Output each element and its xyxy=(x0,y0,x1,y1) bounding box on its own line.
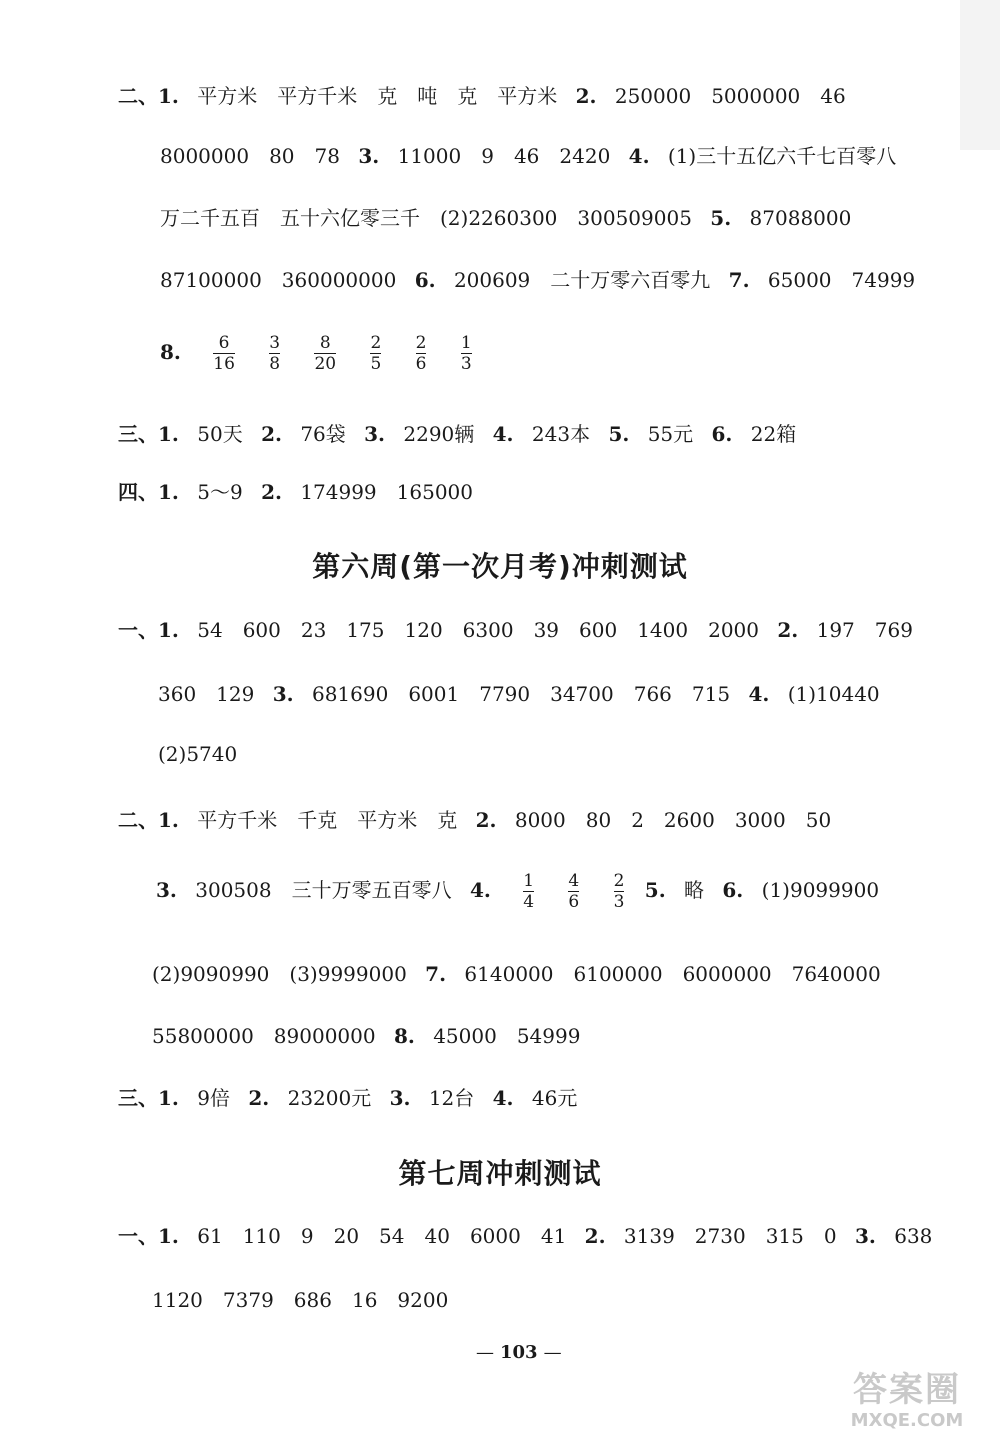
watermark-url: MXQE.COM xyxy=(850,1410,964,1431)
question-number: 6. xyxy=(722,878,744,902)
answer-text: 6140000 6100000 6000000 7640000 xyxy=(464,962,881,986)
answer-text: (2)9090990 (3)9999000 xyxy=(152,962,407,986)
answer-text: 360 129 xyxy=(158,682,255,706)
answer-text: 23200元 xyxy=(287,1086,372,1110)
answer-line xyxy=(0,260,1000,300)
question-number: 5. xyxy=(644,878,666,902)
answer-text: 略 xyxy=(684,878,705,902)
answer-line xyxy=(0,674,1000,714)
question-number: 3. xyxy=(358,144,380,168)
answer-text: 3139 2730 315 0 xyxy=(623,1224,837,1248)
answer-text: 250000 5000000 46 xyxy=(614,84,846,108)
question-number: 3. xyxy=(854,1224,876,1248)
fraction: $\frac{2}{6}$ xyxy=(415,333,427,374)
answer-text: 万二千五百 五十六亿零三千 (2)2260300 300509005 xyxy=(160,206,692,230)
answer-text: 76袋 xyxy=(300,422,346,446)
question-number: 3. xyxy=(364,422,386,446)
answer-line xyxy=(0,1078,1000,1118)
watermark-text: 答案圈 xyxy=(853,1370,961,1410)
watermark-logo xyxy=(822,1370,992,1440)
answer-line xyxy=(0,198,1000,238)
answer-line xyxy=(0,734,1000,774)
answer-text: 8000 80 2 2600 3000 50 xyxy=(514,808,832,832)
answer-line xyxy=(0,954,1000,994)
section-label: 四、1. xyxy=(118,480,179,504)
answer-text: 8000000 80 78 xyxy=(160,144,340,168)
answer-text: (1)9099900 xyxy=(761,878,880,902)
fraction: $\frac{4}{6}$ xyxy=(568,871,580,912)
answer-text: 200609 二十万零六百零九 xyxy=(453,268,711,292)
question-number: 4. xyxy=(469,878,491,902)
answer-line xyxy=(0,414,1000,454)
question-number: 3. xyxy=(389,1086,411,1110)
answer-text: 50天 xyxy=(197,422,243,446)
question-number: 4. xyxy=(628,144,650,168)
fraction: $\frac{1}{4}$ xyxy=(523,871,535,912)
answer-line xyxy=(0,1016,1000,1056)
answer-line xyxy=(0,1216,1000,1256)
answer-line xyxy=(0,472,1000,512)
answer-text: 681690 6001 7790 34700 766 715 xyxy=(311,682,731,706)
answer-text: (1)10440 xyxy=(787,682,880,706)
answer-text: 11000 9 46 2420 xyxy=(397,144,611,168)
answer-line xyxy=(0,610,1000,650)
question-number: 2. xyxy=(777,618,799,642)
question-number: 3. xyxy=(272,682,294,706)
answer-text: 300508 三十万零五百零八 xyxy=(195,878,452,902)
section-heading: 第六周(第一次月考)冲刺测试 xyxy=(312,550,688,583)
page-number-value: 103 xyxy=(500,1342,538,1363)
answer-text: 46元 xyxy=(531,1086,578,1110)
answer-line xyxy=(0,800,1000,840)
question-number: 4. xyxy=(492,422,514,446)
answer-text: 5～9 xyxy=(197,480,243,504)
answer-text: 12台 xyxy=(428,1086,475,1110)
section-label: 三、1. xyxy=(118,422,179,446)
question-number: 2. xyxy=(475,808,497,832)
answer-text: 55800000 89000000 xyxy=(152,1024,376,1048)
question-number: 2. xyxy=(261,480,282,504)
question-number: 7. xyxy=(728,268,750,292)
answer-text: (2)5740 xyxy=(158,742,238,766)
answer-text: 1120 7379 686 16 9200 xyxy=(152,1288,449,1312)
question-number: 8. xyxy=(160,340,181,364)
question-number: 5. xyxy=(608,422,630,446)
answer-text: (1)三十五亿六千七百零八 xyxy=(667,144,897,168)
answer-text: 65000 74999 xyxy=(767,268,916,292)
question-number: 6. xyxy=(414,268,436,292)
answer-text: 45000 54999 xyxy=(433,1024,581,1048)
section-label: 一、1. xyxy=(118,618,179,642)
answer-text: 638 xyxy=(894,1224,933,1248)
question-number: 2. xyxy=(584,1224,606,1248)
question-number: 3. xyxy=(156,878,177,902)
answer-text: 174999 165000 xyxy=(300,480,474,504)
section-label: 一、1. xyxy=(118,1224,179,1248)
fraction: $\frac{3}{8}$ xyxy=(269,333,281,374)
fraction: $\frac{1}{3}$ xyxy=(460,333,472,374)
fraction: $\frac{2}{5}$ xyxy=(370,333,382,374)
fraction: $\frac{6}{16}$ xyxy=(213,333,235,374)
page-edge-shadow xyxy=(960,0,1000,150)
fraction: $\frac{8}{20}$ xyxy=(314,333,337,374)
answer-text: 平方米 平方千米 克 吨 克 平方米 xyxy=(197,84,558,108)
answer-line xyxy=(0,136,1000,176)
answer-line xyxy=(0,76,1000,116)
fraction: $\frac{2}{3}$ xyxy=(613,871,625,912)
answer-text: 9倍 xyxy=(197,1086,230,1110)
section-heading: 第七周冲刺测试 xyxy=(398,1157,602,1190)
answer-text: 2290辆 xyxy=(403,422,475,446)
section-label: 二、1. xyxy=(118,84,179,108)
answer-text: 243本 xyxy=(531,422,591,446)
answer-text: 54 600 23 175 120 6300 39 600 1400 2000 xyxy=(197,618,759,642)
question-number: 2. xyxy=(575,84,597,108)
answer-text: 22箱 xyxy=(750,422,797,446)
answer-line xyxy=(0,1280,1000,1320)
section-label: 三、1. xyxy=(118,1086,179,1110)
question-number: 2. xyxy=(261,422,282,446)
answer-text: 55元 xyxy=(647,422,694,446)
answer-line xyxy=(0,870,1000,910)
question-number: 6. xyxy=(711,422,733,446)
section-label: 二、1. xyxy=(118,808,179,832)
answer-text: 平方千米 千克 平方米 克 xyxy=(197,808,458,832)
answer-line xyxy=(0,332,1000,372)
question-number: 4. xyxy=(748,682,770,706)
question-number: 2. xyxy=(248,1086,270,1110)
answer-text: 197 769 xyxy=(816,618,913,642)
question-number: 4. xyxy=(492,1086,514,1110)
answer-text: 87088000 xyxy=(749,206,852,230)
question-number: 7. xyxy=(425,962,447,986)
page-number: — 103 — xyxy=(476,1342,562,1363)
answer-text: 61 110 9 20 54 40 6000 41 xyxy=(197,1224,567,1248)
question-number: 5. xyxy=(710,206,732,230)
question-number: 8. xyxy=(393,1024,415,1048)
answer-text: 87100000 360000000 xyxy=(160,268,397,292)
